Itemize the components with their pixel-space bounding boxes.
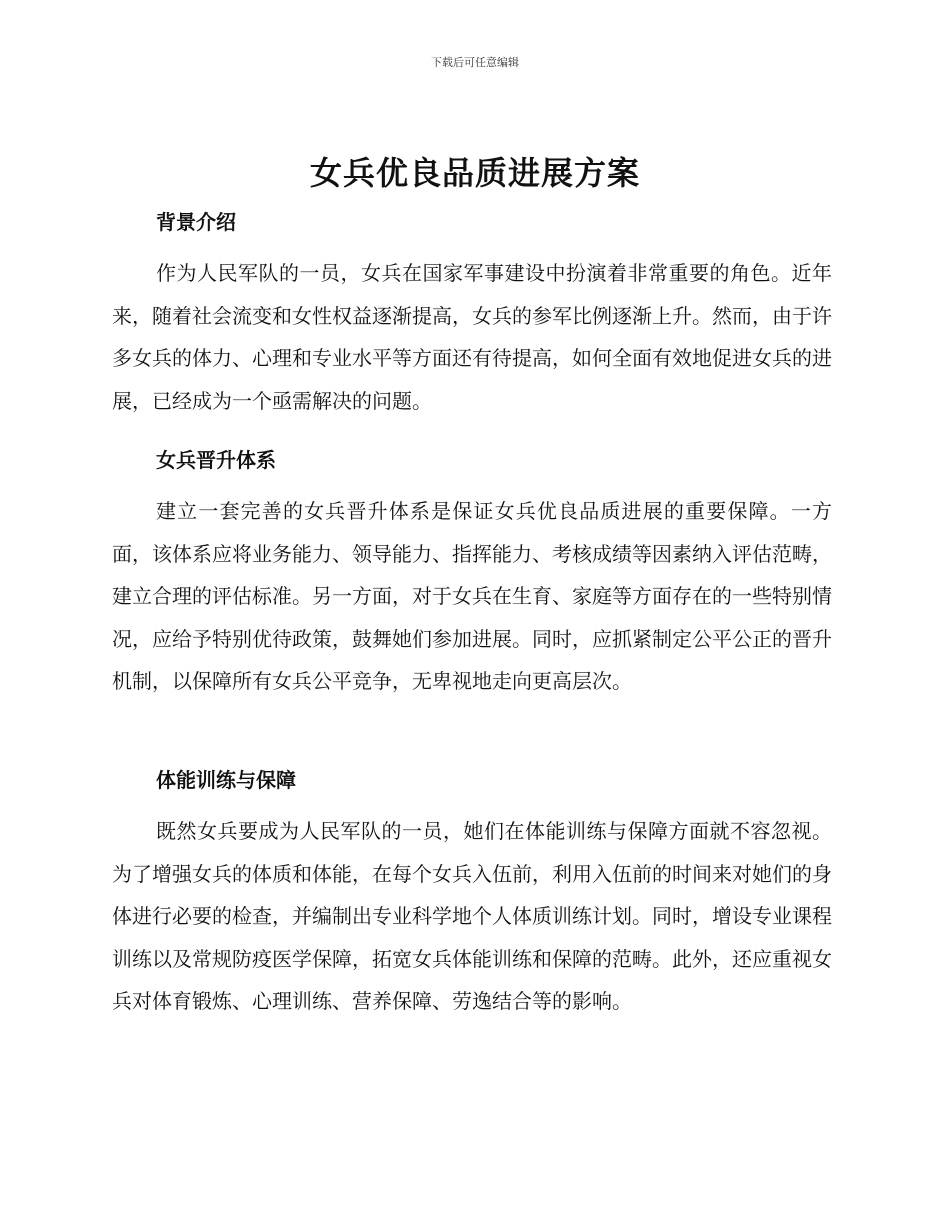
section-paragraph-physical-training: 既然女兵要成为人民军队的一员，她们在体能训练与保障方面就不容忽视。为了增强女兵的体质和体能，在每个女兵入伍前，利用入伍前的时间来对她们的身体进行必要的检查，并编制出专业科学地个人体质训练计划。同时，增设专业课程训练以及常规防疫医学保障，拓宽女兵体能训练和保障的范畴。此外，还应重视女兵对体育锻炼、心理训练、营养保障、劳逸结合等的影响。 <box>112 819 832 1014</box>
section-heading-background: 背景介绍 <box>156 210 236 234</box>
document-title: 女兵优良品质进展方案 <box>309 154 640 192</box>
section-heading-promotion-system: 女兵晋升体系 <box>156 448 276 472</box>
section-paragraph-background: 作为人民军队的一员，女兵在国家军事建设中扮演着非常重要的角色。近年来，随着社会流变和女性权益逐渐提高，女兵的参军比例逐渐上升。然而，由于许多女兵的体力、心理和专业水平等方面还有待提高，如何全面有效地促进女兵的进展，已经成为一个亟需解决的问题。 <box>112 261 832 413</box>
section-heading-physical-training: 体能训练与保障 <box>156 768 296 792</box>
section-paragraph-promotion-system: 建立一套完善的女兵晋升体系是保证女兵优良品质进展的重要保障。一方面，该体系应将业务能力、领导能力、指挥能力、考核成绩等因素纳入评估范畴，建立合理的评估标准。另一方面，对于女兵在生育、家庭等方面存在的一些特别情况，应给予特别优待政策，鼓舞她们参加进展。同时，应抓紧制定公平公正的晋升机制，以保障所有女兵公平竞争，无卑视地走向更高层次。 <box>112 499 832 694</box>
page-header-note: 下载后可任意编辑 <box>431 56 519 69</box>
